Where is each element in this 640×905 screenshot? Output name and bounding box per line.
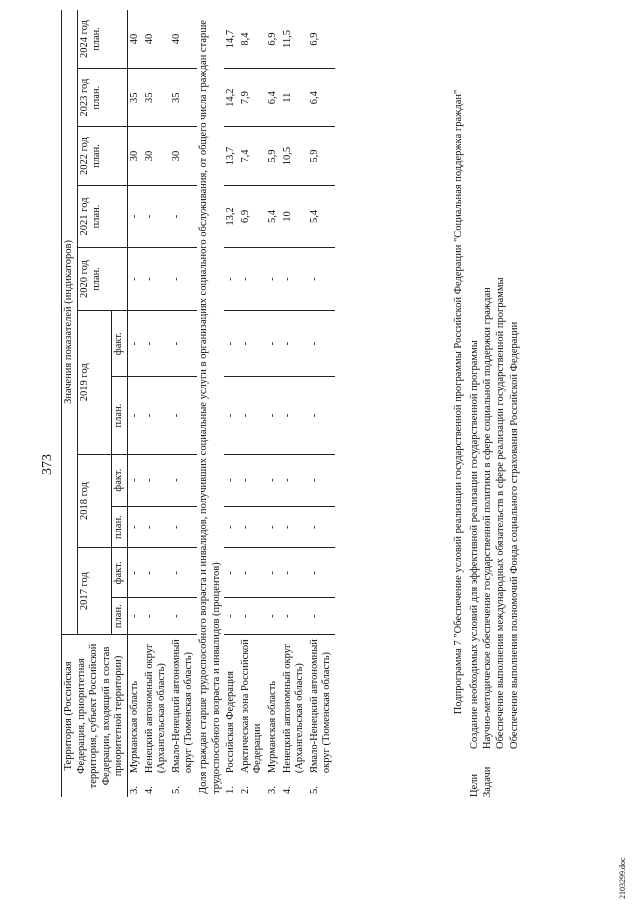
value-cell: - [239,506,266,548]
indicator-table [61,10,335,797]
value-cell: - [308,548,335,598]
value-cell: - [239,454,266,506]
value-cell: - [308,454,335,506]
territory-name: Ямало-Ненецкий автономный округ (Тюменская область) [308,634,335,776]
table-row [266,10,281,797]
territory-header: Территория (Российская Федерация, приоритетная территория, субъект Российской Федерации, входящий в состав приоритетной территории) [62,634,128,797]
row-number: 2. [239,786,251,794]
row-number: 5. [170,786,182,794]
task-item: Научно-методическое обеспечение государственной политики в сфере социальной поддержки граждан [482,287,494,749]
row-number: 3. [128,786,140,794]
value-cell: - [239,598,266,634]
value-cell: 30 [143,127,170,185]
value-cell: 30 [170,127,197,185]
value-cell: - [224,248,239,311]
value-cell: 35 [170,69,197,127]
year-2021-header: 2021 год план. [77,185,127,248]
territory-name: Мурманская область [127,634,142,776]
value-cell: - [281,248,308,311]
fact-header: факт. [112,454,128,506]
value-cell: 7,9 [239,69,266,127]
fact-header: факт. [112,548,128,598]
value-cell: 6,9 [308,32,320,46]
value-cell: - [170,454,197,506]
value-cell: - [224,310,239,377]
value-cell: - [224,506,239,548]
goal-text: Создание необходимых условий для эффективной реализации государственной программы [469,340,481,749]
value-cell: 10,5 [281,127,308,185]
value-cell: 40 [128,33,140,45]
value-cell: - [170,548,197,598]
value-cell: 5,4 [308,185,335,248]
territory-name: Российская Федерация [224,634,239,776]
table-row [127,10,142,797]
goals-row [468,7,481,797]
value-cell: 11,5 [281,30,293,48]
value-cell: - [239,310,266,377]
value-cell: 13,7 [224,127,239,185]
value-cell: - [224,454,239,506]
value-cell: - [224,548,239,598]
year-2017-header: 2017 год [77,548,112,635]
value-cell: 6,4 [266,69,281,127]
value-cell: - [127,248,142,311]
doc-id: 2103299.doc [618,857,627,899]
value-cell: - [143,454,170,506]
plan-header: план. [112,506,128,548]
values-header: Значения показателей (индикаторов) [62,10,78,634]
value-cell: 35 [143,69,170,127]
value-cell: - [170,248,197,311]
tasks-row [481,7,520,797]
year-2018-header: 2018 год [77,454,112,548]
value-cell: - [281,454,308,506]
territory-name: Ненецкий автономный округ (Архангельская область) [143,634,170,776]
value-cell: - [308,506,335,548]
value-cell: - [266,506,281,548]
value-cell: 40 [170,33,182,45]
value-cell: - [127,310,142,377]
section-title-row [197,10,224,797]
value-cell: 8,4 [239,32,251,46]
value-cell: 6,4 [308,69,335,127]
value-cell: - [170,377,197,454]
footer [452,7,521,797]
goals-label: Цели [469,773,481,797]
value-cell: 5,9 [266,127,281,185]
value-cell: - [170,185,197,248]
value-cell: 11 [281,69,308,127]
task-item: Обеспечение выполнения полномочий Фонда социального страхования Российской Федерации [508,321,520,749]
year-2023-header: 2023 год план. [77,69,127,127]
value-cell: - [281,548,308,598]
value-cell: - [143,248,170,311]
table-row [224,10,239,797]
value-cell: 14,2 [224,69,239,127]
value-cell: 35 [127,69,142,127]
value-cell: - [266,377,281,454]
value-cell: - [170,598,197,634]
year-2019-header: 2019 год [77,310,112,454]
territory-name: Ненецкий автономный округ (Архангельская область) [281,634,308,776]
table-row [239,10,266,797]
value-cell: - [266,454,281,506]
value-cell: - [143,548,170,598]
value-cell: - [143,506,170,548]
page-number: 373 [40,454,55,475]
value-cell: 5,4 [266,185,281,248]
year-2022-header: 2022 год план. [77,127,127,185]
value-cell: - [239,377,266,454]
plan-header: план. [112,598,128,634]
fact-header: факт. [112,310,128,377]
value-cell: - [127,454,142,506]
task-item: Обеспечение выполнения международных обязательств в сфере реализации государственной программы [495,277,507,749]
value-cell: - [170,506,197,548]
value-cell: - [308,310,335,377]
value-cell: - [281,377,308,454]
value-cell: 5,9 [308,127,335,185]
table-row [281,10,308,797]
value-cell: - [143,185,170,248]
row-number: 4. [143,786,155,794]
value-cell: 6,9 [239,185,266,248]
territory-name: Ямало-Ненецкий автономный округ (Тюменская область) [170,634,197,776]
value-cell: 6,9 [266,32,278,46]
value-cell: - [281,598,308,634]
value-cell: - [127,548,142,598]
year-2024-header: 2024 год план. [77,10,127,69]
value-cell: - [239,548,266,598]
value-cell: - [281,506,308,548]
value-cell: - [308,248,335,311]
plan-header: план. [112,377,128,454]
row-number: 1. [225,786,237,794]
value-cell: - [239,248,266,311]
value-cell: - [308,598,335,634]
value-cell: - [224,598,239,634]
row-number: 3. [266,786,278,794]
value-cell: 30 [127,127,142,185]
value-cell: - [170,310,197,377]
value-cell: - [308,377,335,454]
table-row [170,10,197,797]
value-cell: - [127,377,142,454]
territory-name: Мурманская область [266,634,281,776]
territory-name: Арктическая зона Российской Федерации [239,634,266,776]
value-cell: 10 [281,185,308,248]
year-2020-header: 2020 год план. [77,248,127,311]
value-cell: - [224,377,239,454]
row-number: 4. [281,786,293,794]
value-cell: - [266,310,281,377]
value-cell: 40 [143,33,155,45]
section-title: Доля граждан старше трудоспособного возраста и инвалидов, получивших социальные услуги в организациях социального обслуживания, от общего числа граждан старше трудоспособного возраста и инвалидов (процентов) [197,20,222,794]
value-cell: - [143,310,170,377]
value-cell: - [127,506,142,548]
value-cell: - [281,310,308,377]
value-cell: 7,4 [239,127,266,185]
value-cell: - [266,248,281,311]
value-cell: - [266,548,281,598]
value-cell: - [127,185,142,248]
value-cell: - [143,598,170,634]
value-cell: - [143,377,170,454]
table-row [308,10,335,797]
row-number: 5. [308,786,320,794]
tasks-label: Задачи [482,766,494,797]
value-cell: - [266,598,281,634]
value-cell: 14,7 [225,29,237,49]
subprogram-title: Подпрограмма 7 "Обеспечение условий реализации государственной программы Российской Федерации "Социальная поддержка граждан" [453,89,464,715]
table-row [143,10,170,797]
value-cell: 13,2 [224,185,239,248]
value-cell: - [127,598,142,634]
